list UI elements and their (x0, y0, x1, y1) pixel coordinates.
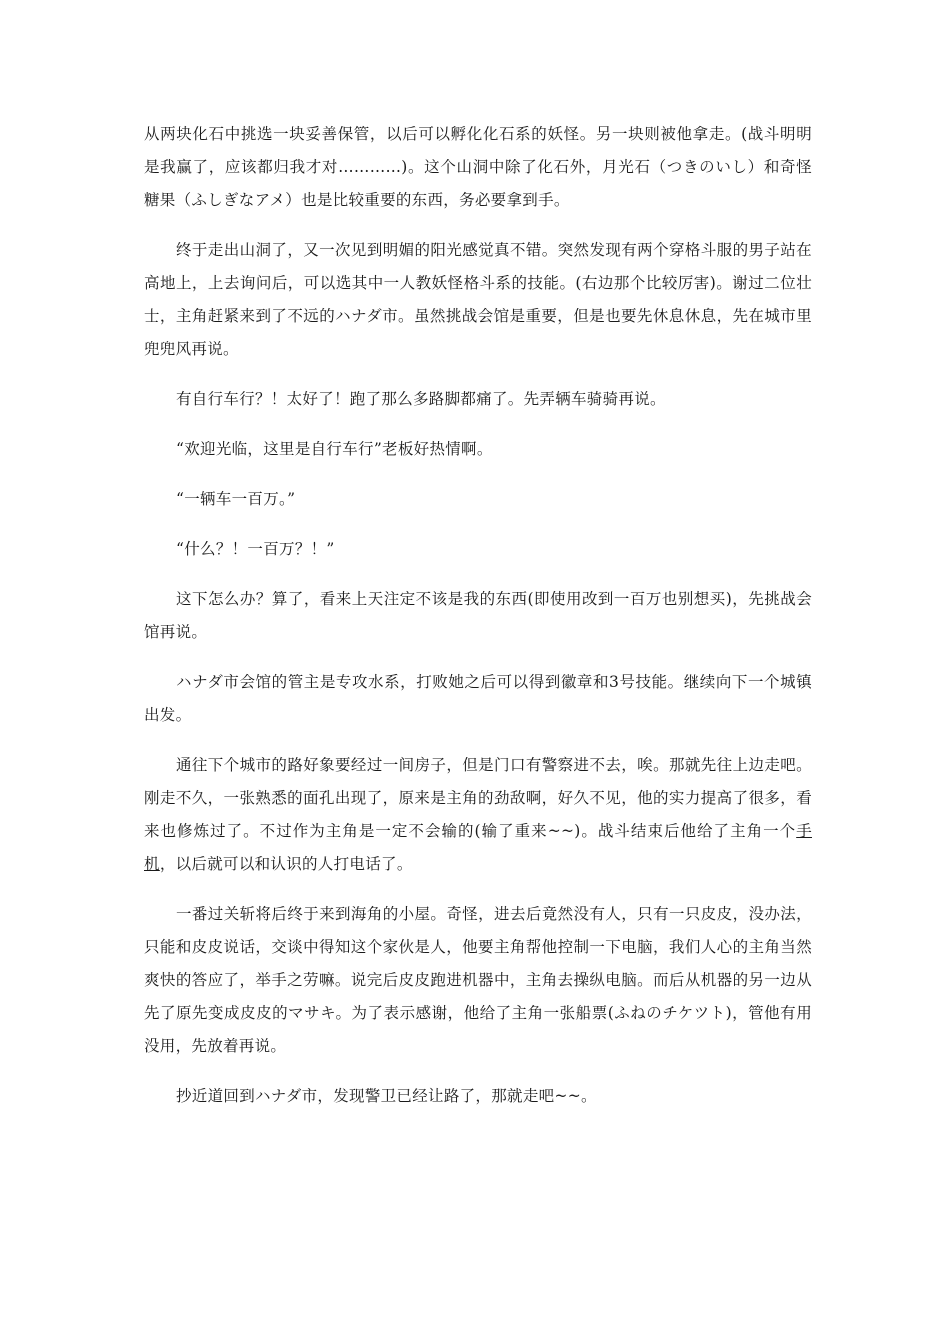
phone-underlined-text: 手机 (144, 822, 812, 873)
paragraph-rival-battle (144, 749, 812, 881)
paragraph-bike-shop: 有自行车行？！太好了！跑了那么多路脚都痛了。先弄辆车骑骑再说。 (176, 390, 666, 408)
paragraph-surprise-quote: “什么？！一百万？！” (176, 540, 335, 558)
paragraph-leave-cave: 终于走出山洞了，又一次见到明媚的阳光感觉真不错。突然发现有两个穿格斗服的男子站在高地上，上去询问后，可以选其中一人教妖怪格斗系的技能。(右边那个比较厉害)。谢过二位壮士，主角赶紧来到了不远的ハナダ市。虽然挑战会馆是重要，但是也要先休息休息，先在城市里兜兜风再说。 (144, 241, 812, 358)
paragraph-shortcut: 抄近道回到ハナダ市，发现警卫已经让路了，那就走吧~~。 (176, 1087, 597, 1105)
paragraph-fossil: 从两块化石中挑选一块妥善保管，以后可以孵化化石系的妖怪。另一块则被他拿走。(战斗明明是我赢了，应该都归我才对…………)。这个山洞中除了化石外，月光石（つきのいし）和奇怪糖果（ふしぎなアメ）也是比较重要的东西，务必要拿到手。 (144, 125, 812, 209)
rival-text-before: 通往下个城市的路好象要经过一间房子，但是门口有警察进不去，唉。那就先往上边走吧。刚走不久，一张熟悉的面孔出现了，原来是主角的劲敌啊，好久不见，他的实力提高了很多，看来也修炼过了。不过作为主角是一定不会输的(输了重来~~)。战斗结束后他给了主角一个 (144, 756, 812, 840)
paragraph-gym-leader: ハナダ市会馆的管主是专攻水系，打败她之后可以得到徽章和3号技能。继续向下一个城镇出发。 (144, 673, 812, 724)
paragraph-price-quote: “一辆车一百万。” (176, 490, 296, 508)
paragraph-welcome-quote: “欢迎光临，这里是自行车行”老板好热情啊。 (176, 440, 493, 458)
paragraph-cape-house: 一番过关斩将后终于来到海角的小屋。奇怪，进去后竟然没有人，只有一只皮皮，没办法，只能和皮皮说话，交谈中得知这个家伙是人，他要主角帮他控制一下电脑，我们人心的主角当然爽快的答应了，举手之劳嘛。说完后皮皮跑进机器中，主角去操纵电脑。而后从机器的另一边从先了原先变成皮皮的マサキ。为了表示感谢，他给了主角一张船票(ふねのチケツト)，管他有用没用，先放着再说。 (144, 905, 812, 1055)
document-body (144, 118, 812, 1130)
rival-text-after: ，以后就可以和认识的人打电话了。 (159, 855, 413, 873)
paragraph-give-up-bike: 这下怎么办？算了，看来上天注定不该是我的东西(即使用改到一百万也别想买)，先挑战会馆再说。 (144, 590, 812, 641)
